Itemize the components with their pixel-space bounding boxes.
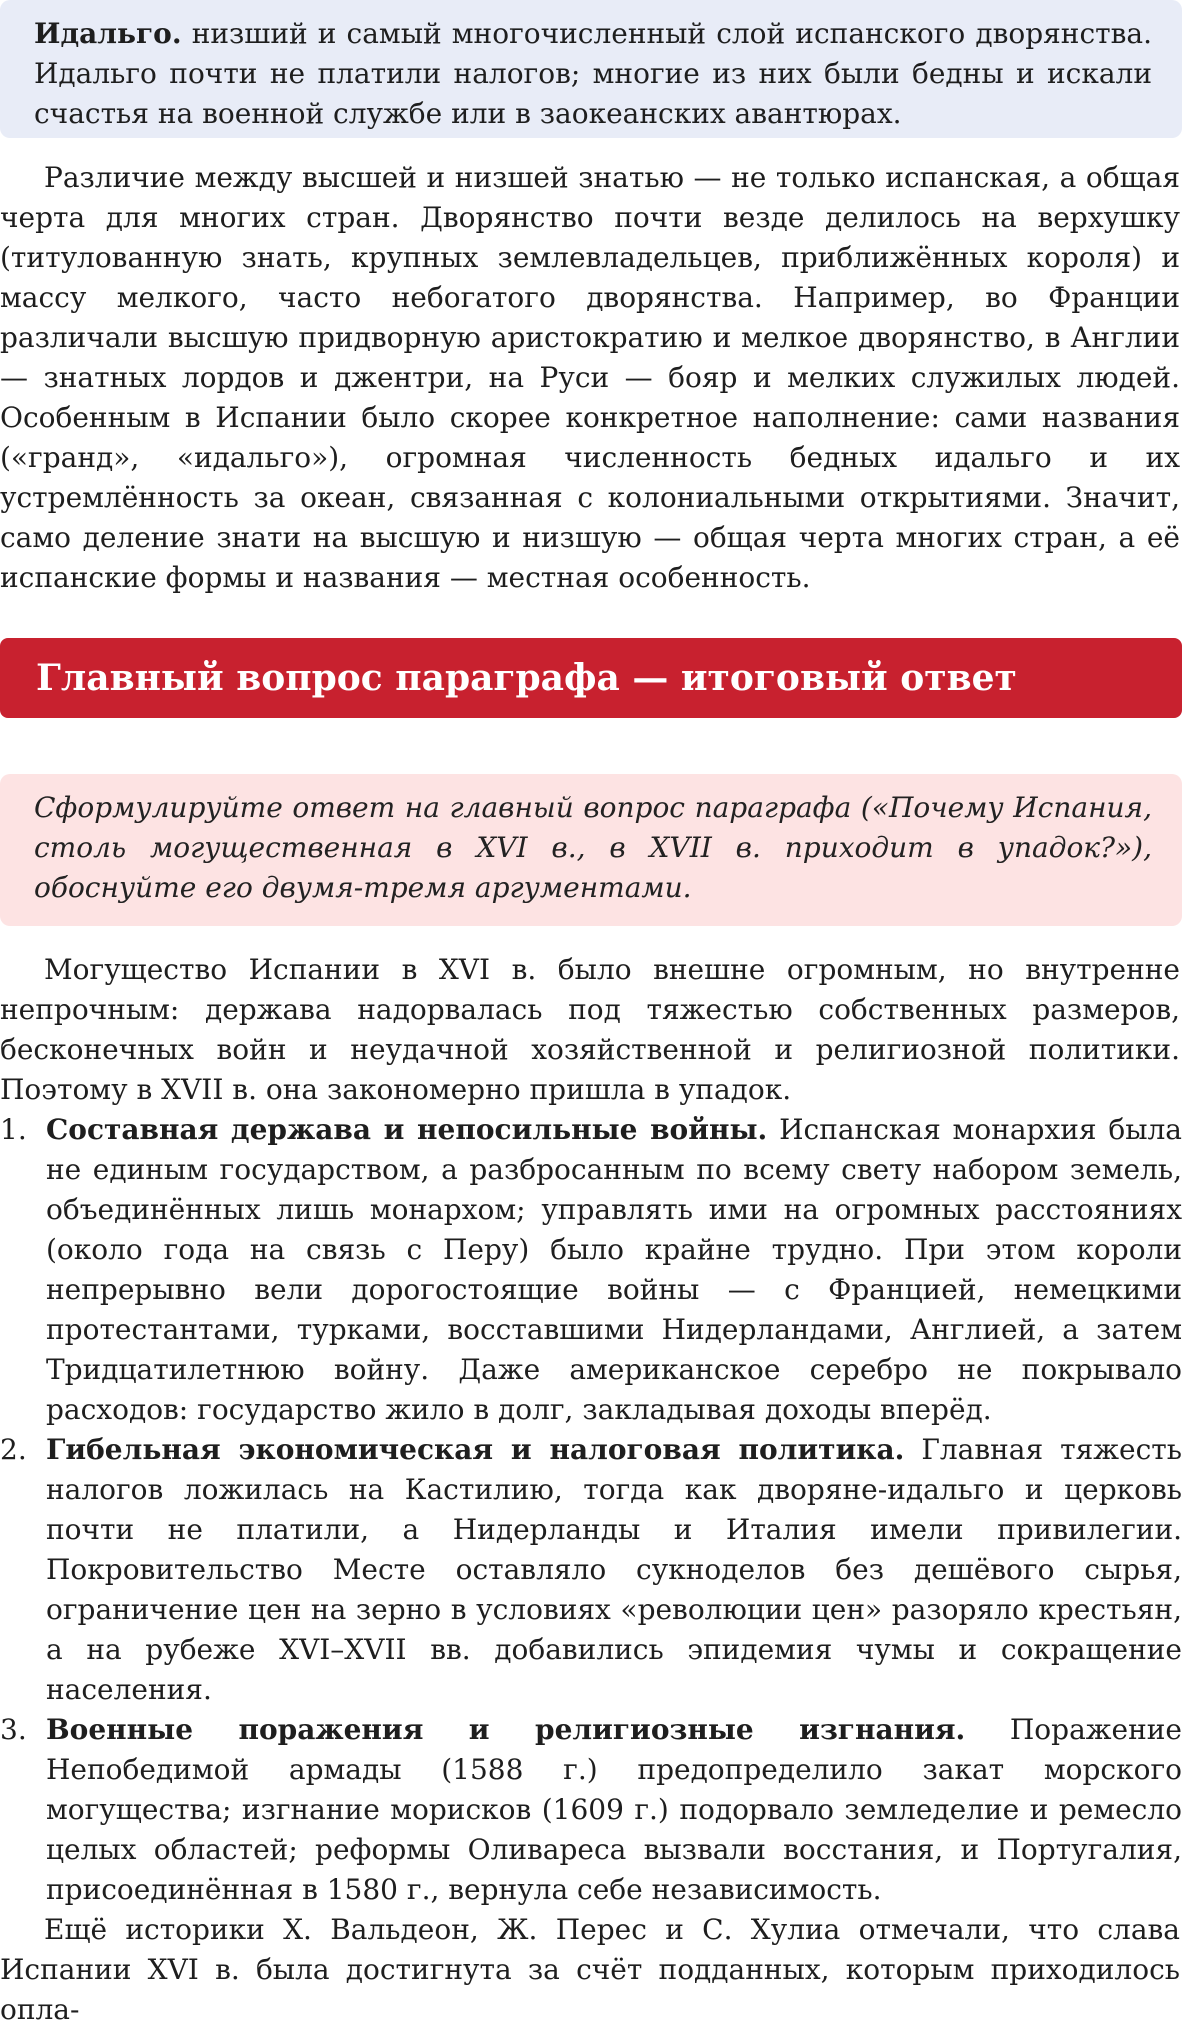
list-item-title: Военные поражения и религиозные изгнания. — [46, 1713, 966, 1746]
definition-box — [0, 0, 1182, 138]
list-item-number: 1. — [0, 1113, 27, 1146]
list-item-title: Гибельная экономическая и налоговая политика. — [46, 1433, 905, 1466]
answer-intro: Могущество Испании в XVI в. было внешне огромным, но внутренне непрочным: держава надорвалась под тяжестью собственных размеров, бесконечных войн и неудачной хозяйственной и религиозной политики. Поэтому в XVII в. она закономерно пришла в упадок. — [0, 953, 1180, 1106]
definition-text: низший и самый многочисленный слой испанского дворянства. Идальго почти не платили налогов; многие из них были бедны и искали счастья на военной службе или в заокеанских авантюрах. — [34, 17, 1152, 130]
list-item-text: Испанская монархия была не единым государством, а разбросанным по всему свету набором земель, объединённых лишь монархом; управлять ими на огромных расстояниях (около года на связь с Перу) было крайне трудно. При этом короли непрерывно вели дорогостоящие войны — с Францией, немецкими протестантами, турками, восставшими Нидерландами, Англией, а затем Тридцатилетнюю войну. Даже американское серебро не покрывало расходов: государство жило в долг, закладывая доходы вперёд. — [46, 1113, 1182, 1426]
list-item-number: 2. — [0, 1433, 27, 1466]
closing-paragraph: Ещё историки Х. Вальдеон, Ж. Перес и С. Хулиа отмечали, что слава Испании XVI в. была достигнута за счёт подданных, которым приходилось опла- — [0, 1913, 1180, 2026]
paragraph-comparison: Различие между высшей и низшей знатью — не только испанская, а общая черта для многих стран. Дворянство почти везде делилось на верхушку (титулованную знать, крупных землевладельцев, приближённых короля) и массу мелкого, часто небогатого дворянства. Например, во Франции различали высшую придворную аристократию и мелкое дворянство, в Англии — знатных лордов и джентри, на Руси — бояр и мелких служилых людей. Особенным в Испании было скорее конкретное наполнение: сами названия («гранд», «идальго»), огромная численность бедных идальго и их устремлённость за океан, связанная с колониальными открытиями. Значит, само деление знати на высшую и низшую — общая черта многих стран, а её испанские формы и названия — местная особенность. — [0, 161, 1180, 594]
list-item — [0, 1430, 1182, 1710]
definition-term: Идальго. — [34, 17, 182, 50]
arguments-list — [0, 1110, 1182, 1910]
list-item-title: Составная держава и непосильные войны. — [46, 1113, 768, 1146]
task-box: Сформулируйте ответ на главный вопрос параграфа («Почему Испания, столь могущественная в XVI в., в XVII в. приходит в упадок?»), обоснуйте его двумя-тремя аргументами. — [0, 774, 1182, 926]
section-banner: Главный вопрос параграфа — итоговый ответ — [0, 638, 1182, 718]
list-item-text: Главная тяжесть налогов ложилась на Кастилию, тогда как дворяне-идальго и церковь почти не платили, а Нидерланды и Италия имели привилегии. Покровительство Месте оставляло сукноделов без дешёвого сырья, ограничение цен на зерно в условиях «революции цен» разоряло крестьян, а на рубеже XVI–XVII вв. добавились эпидемия чумы и сокращение населения. — [46, 1433, 1182, 1706]
list-item — [0, 1710, 1182, 1910]
list-item-text: Поражение Непобедимой армады (1588 г.) предопределило закат морского могущества; изгнание морисков (1609 г.) подорвало земледелие и ремесло целых областей; реформы Оливареса вызвали восстания, и Португалия, присоединённая в 1580 г., вернула себе независимость. — [46, 1713, 1182, 1906]
list-item — [0, 1110, 1182, 1430]
list-item-number: 3. — [0, 1713, 27, 1746]
